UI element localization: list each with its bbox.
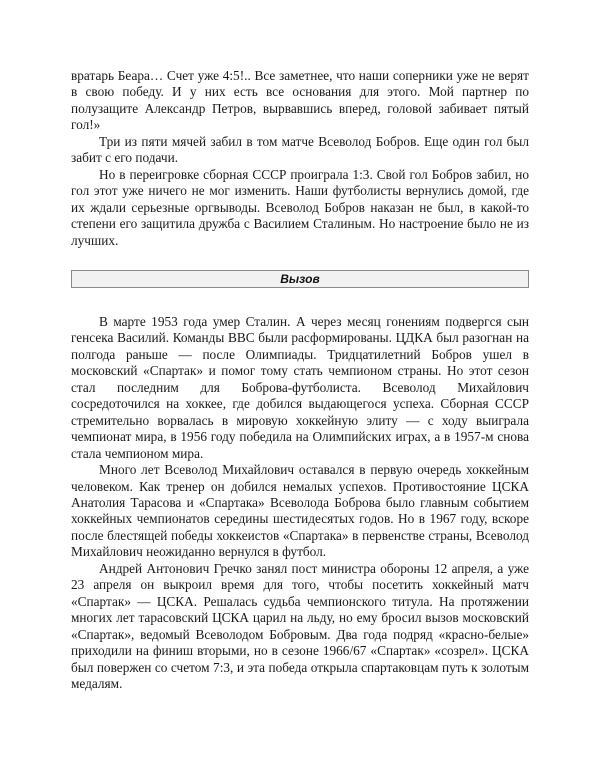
paragraph: вратарь Беара… Счет уже 4:5!.. Все заметнее, что наши соперники уже не верят в свою победу. И у них есть все основания для этого. Мой партнер по полузащите Александр Петров, вырвавшись вперед, головой забивает пятый гол!» xyxy=(71,68,529,133)
paragraph: Но в переигровке сборная СССР проиграла 1:3. Свой гол Бобров забил, но гол этот уже ничего не мог изменить. Наши футболисты вернулись домой, где их ждали серьезные оргвыводы. Всеволод Бобров наказан не был, в какой-то степени его защитила дружба с Василием Сталиным. Но настроение было не из лучших. xyxy=(71,166,529,248)
section-vyzov xyxy=(71,314,529,692)
paragraph: Три из пяти мячей забил в том матче Всеволод Бобров. Еще один гол был забит с его подачи. xyxy=(71,133,529,166)
section-continuation xyxy=(71,68,529,249)
section-heading: Вызов xyxy=(71,270,529,288)
paragraph: Андрей Антонович Гречко занял пост министра обороны 12 апреля, а уже 23 апреля он выкроил время для того, чтобы посетить хоккейный матч «Спартак» — ЦСКА. Решалась судьба чемпионского титула. На протяжении многих лет тарасовский ЦСКА царил на льду, но ему бросил вызов московский «Спартак», ведомый Всеволодом Бобровым. Два года подряд «красно-белые» приходили на финиш вторыми, но в сезоне 1966/67 «Спартак» «созрел». ЦСКА был повержен со счетом 7:3, и эта победа открыла спартаковцам путь к золотым медалям. xyxy=(71,560,529,691)
paragraph: В марте 1953 года умер Сталин. А через месяц гонениям подвергся сын генсека Василий. Команды ВВС были расформированы. ЦДКА был разогнан на полгода раньше — после Олимпиады. Тридцатилетний Бобров ушел в московский «Спартак» и помог тому стать чемпионом страны. Но этот сезон стал последним для Боброва-футболиста. Всеволод Михайлович сосредоточился на хоккее, где добился выдающегося успеха. Сборная СССР стремительно ворвалась в мировую хоккейную элиту — с ходу выиграла чемпионат мира, в 1956 году победила на Олимпийских играх, а в 1957-м снова стала чемпионом мира. xyxy=(71,313,529,461)
paragraph: Много лет Всеволод Михайлович оставался в первую очередь хоккейным человеком. Как тренер он добился немалых успехов. Противостояние ЦСКА Анатолия Тарасова и «Спартака» Всеволода Боброва было главным событием хоккейных чемпионатов середины шестидесятых годов. Но в 1967 году, вскоре после блестящей победы хоккеистов «Спартака» в первенстве страны, Всеволод Михайлович неожиданно вернулся в футбол. xyxy=(71,462,529,560)
document-page xyxy=(71,68,529,692)
